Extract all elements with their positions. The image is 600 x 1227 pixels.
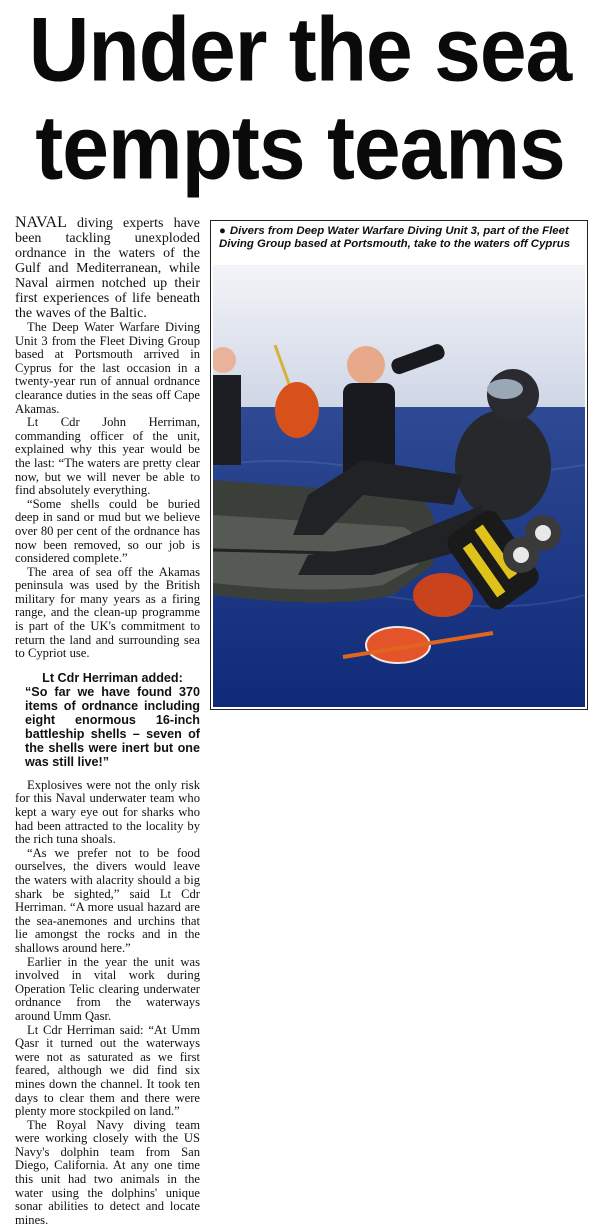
lead-paragraph — [15, 215, 200, 321]
lead-text: diving experts have been tackling unexploded ordnance in the waters of the Gulf and Mediterranean, while Naval airmen notched up their first experiences of life beneath the waves of the Baltic. — [15, 216, 200, 321]
caption-bullet: ● — [219, 225, 226, 237]
body-paragraph: “As we prefer not to be food ourselves, the divers would leave the waters with alacrity should a big shark be sighted,” said Lt Cdr Herriman. “A more usual hazard are the sea-anemones and urchins that lie amongst the rocks and in the shallows around here.” — [15, 845, 200, 955]
article-column — [15, 215, 200, 1227]
pull-quote-text: “So far we have found 370 items of ordnance including eight enormous 16-inch battleship shells – seven of the shells were inert but one was still live!” — [25, 684, 200, 769]
body-paragraph: The area of sea off the Akamas peninsula was used by the British military for many years as a firing range, and the clean-up programme is part of the UK's commitment to return the land and surrounding sea to Cypriot use. — [15, 564, 200, 661]
body-paragraph: Earlier in the year the unit was involved in vital work during Operation Telic clearing underwater ordnance from the waterways around Umm Qasr. — [15, 954, 200, 1023]
body-paragraph: The Royal Navy diving team were working closely with the US Navy's dolphin team from San Diego, California. At any one time this unit had two animals in the water using the dolphins' unique sonar abilities to detect and locate mines. — [15, 1117, 200, 1227]
headline — [0, 0, 600, 196]
body-paragraph: “Some shells could be buried deep in sand or mud but we believe over 80 per cent of the ordnance has now been removed, so our job is considered complete.” — [15, 496, 200, 566]
lead-first-word: NAVAL — [15, 214, 67, 231]
headline-line-2: tempts teams — [35, 96, 565, 198]
body-paragraph: Explosives were not the only risk for this Naval underwater team who kept a wary eye out for sharks who had been attracted to the locality by the rich tuna shoals. — [15, 777, 200, 847]
pull-quote-attribution: Lt Cdr Herriman added: — [42, 670, 183, 685]
pull-quote — [25, 671, 200, 769]
body-paragraph: The Deep Water Warfare Diving Unit 3 from the Fleet Diving Group based at Portsmouth arrived in Cyprus for the last occasion in a twenty-year run of annual ordnance clearance duties in the seas off Cape Akamas. — [15, 320, 200, 416]
photo-box — [210, 220, 588, 710]
body-paragraph: Lt Cdr John Herriman, commanding officer of the unit, explained why this year would be the last: “The waters are pretty clear now, but we will never be able to find absolutely everything. — [15, 415, 200, 498]
headline-line-1: Under the sea — [28, 0, 572, 100]
caption-text: Divers from Deep Water Warfare Diving Unit 3, part of the Fleet Diving Group based at Portsmouth, take to the waters off Cyprus — [219, 225, 571, 251]
body-paragraph: Lt Cdr Herriman said: “At Umm Qasr it turned out the waterways were not as saturated as we first feared, although we did find six mines down the channel. It took ten days to clear them and there were plenty more stockpiled on land.” — [15, 1022, 200, 1119]
diver-photo-icon — [213, 265, 585, 707]
photo-caption — [219, 225, 579, 252]
